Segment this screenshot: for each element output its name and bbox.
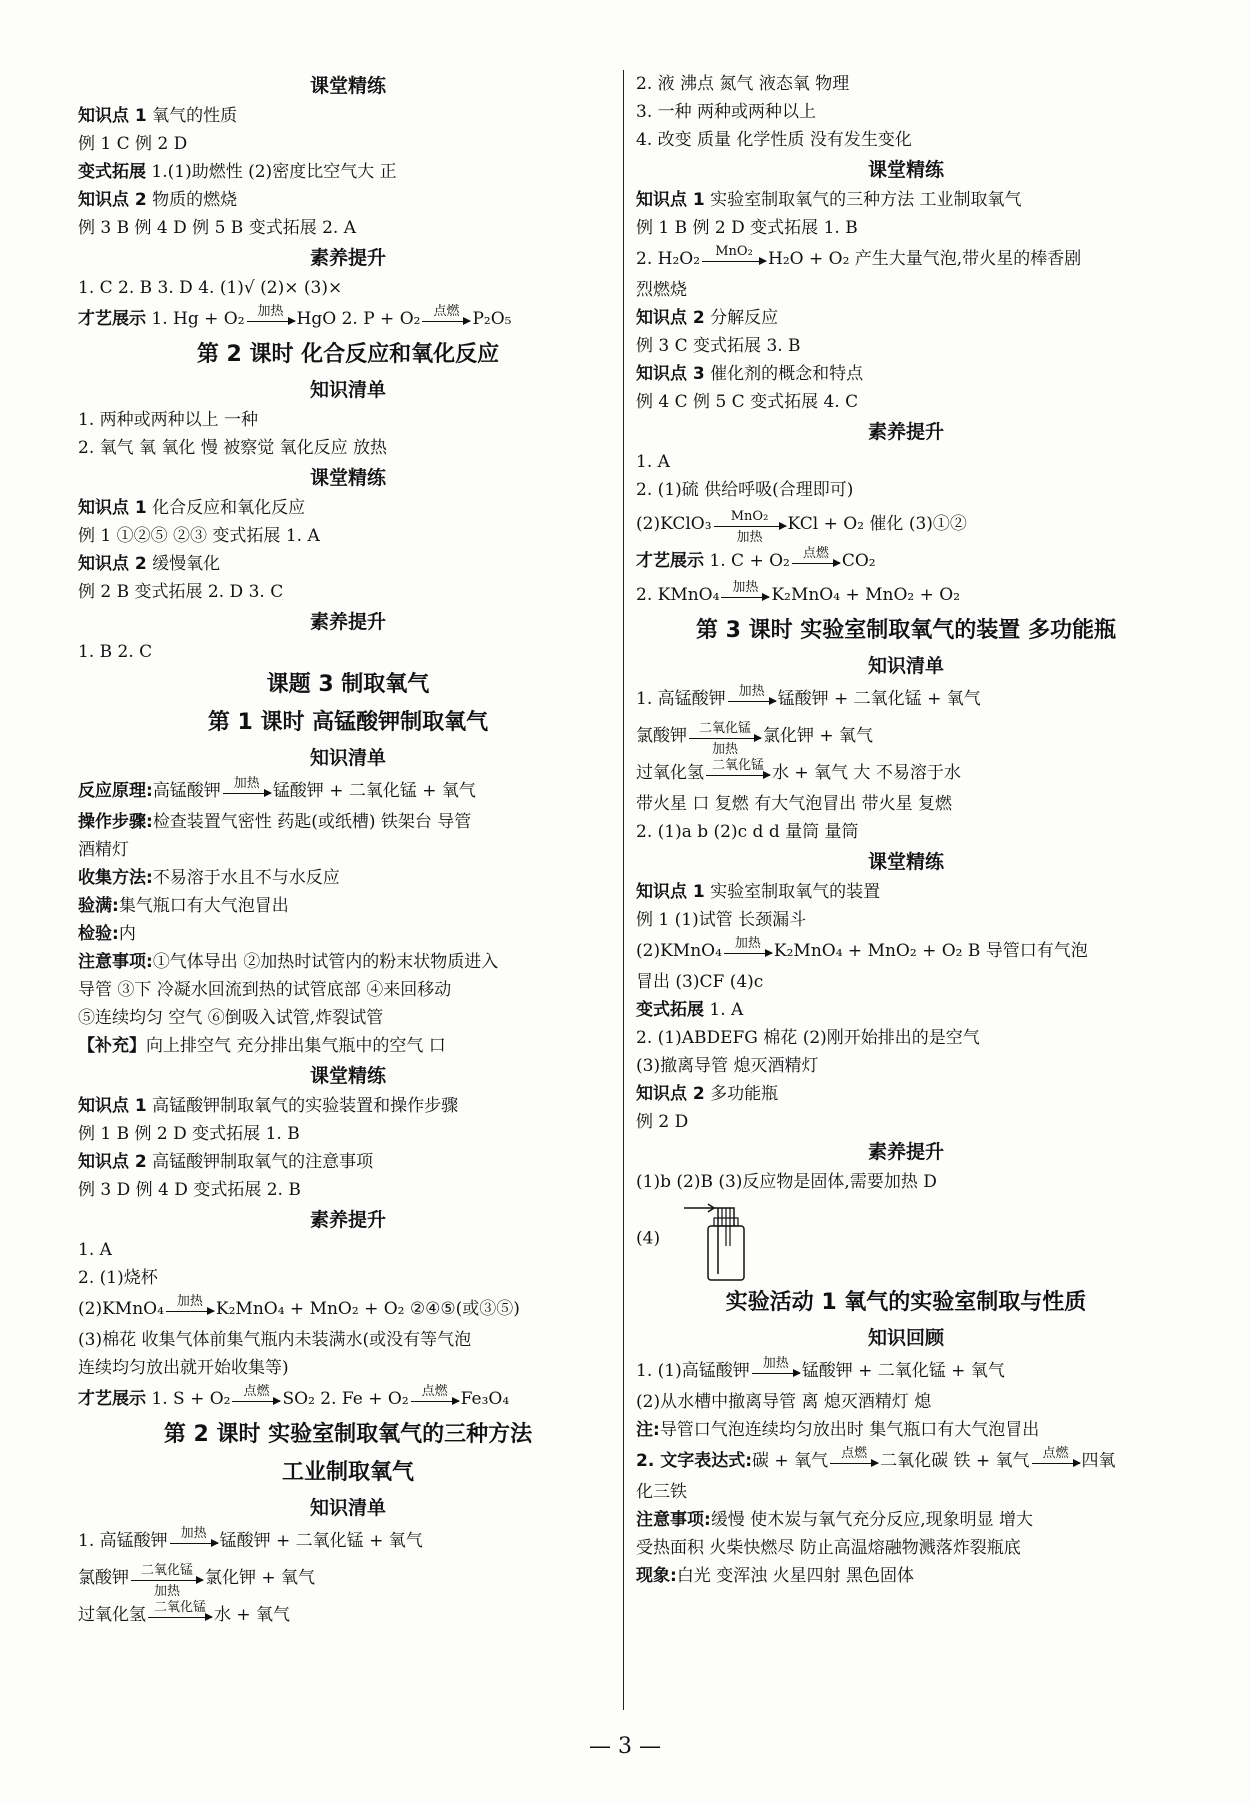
equation-line	[636, 934, 1176, 968]
lesson-title: 第 2 课时 实验室制取氧气的三种方法	[163, 1422, 533, 1447]
answer-line	[636, 818, 1176, 846]
answer-line	[636, 1506, 1176, 1534]
arrow-condition-top: 加热	[738, 684, 765, 699]
answer-line	[78, 1092, 618, 1120]
answer-text: 1. A	[78, 1240, 112, 1260]
answer-line	[636, 476, 1176, 504]
answer-text: 例 1 ①②⑤ ②③ 变式拓展 1. A	[78, 526, 320, 546]
answer-text: 氧气的性质	[146, 106, 238, 126]
answer-line	[636, 332, 1176, 360]
answer-line	[78, 1032, 618, 1060]
arrow-line	[714, 526, 786, 527]
answer-line	[636, 1052, 1176, 1080]
label-bold: 变式拓展	[78, 162, 146, 182]
label-bold: 操作步骤:	[78, 812, 153, 832]
products: HgO 2. P + O₂	[296, 309, 421, 329]
answer-text: 例 3 D 例 4 D 变式拓展 2. B	[78, 1180, 301, 1200]
answer-line	[78, 578, 618, 606]
answer-text: (1)b (2)B (3)反应物是固体,需要加热 D	[636, 1172, 937, 1192]
answer-line	[78, 892, 618, 920]
answer-line	[636, 388, 1176, 416]
arrow-line	[706, 775, 770, 776]
arrow-condition-top: 点燃	[802, 546, 829, 561]
reaction-arrow	[247, 304, 295, 332]
arrow-condition-top: 点燃	[421, 1384, 448, 1399]
reactants: 碳 + 氧气	[752, 1451, 829, 1471]
arrow-condition-top: MnO₂	[715, 244, 753, 259]
answer-text: 1.(1)助燃性 (2)密度比空气大 正	[146, 162, 397, 182]
lesson-title: 课题 3 制取氧气	[266, 672, 430, 697]
products: Fe₃O₄	[460, 1389, 510, 1409]
answer-text: (4)	[636, 1228, 661, 1249]
answer-text: ①气体导出 ②加热时试管内的粉末状物质进入	[152, 952, 499, 972]
reaction-arrow	[422, 304, 470, 332]
answer-text: 高锰酸钾制取氧气的实验装置和操作步骤	[146, 1096, 459, 1116]
answer-line	[636, 126, 1176, 154]
reaction-arrow	[702, 244, 766, 272]
answer-text: (3)棉花 收集气体前集气瓶内未装满水(或没有等气泡	[78, 1330, 472, 1350]
products: 锰酸钾 + 二氧化锰 + 氧气	[777, 689, 981, 709]
answer-line	[78, 1120, 618, 1148]
arrow-line	[166, 1311, 214, 1312]
answer-text: 冒出 (3)CF (4)c	[636, 972, 764, 992]
section-heading: 课堂精练	[867, 159, 944, 181]
arrow-condition-top: 加热	[734, 936, 761, 951]
answer-line	[636, 1108, 1176, 1136]
reaction-arrow	[714, 509, 786, 545]
answer-text: 2. (1)烧杯	[78, 1268, 158, 1288]
reaction-arrow	[706, 758, 770, 786]
products: KCl + O₂ 催化 (3)①②	[787, 514, 967, 534]
products: 四氧	[1081, 1451, 1116, 1471]
products: CO₂	[841, 551, 876, 571]
answer-text: 内	[118, 924, 136, 944]
products: 锰酸钾 + 二氧化锰 + 氧气	[272, 781, 476, 801]
products: 二氧化碳 铁 + 氧气	[880, 1451, 1030, 1471]
answer-text: 例 1 B 例 2 D 变式拓展 1. B	[636, 218, 858, 238]
arrow-line	[247, 321, 295, 322]
answer-line	[636, 448, 1176, 476]
section-heading: 素养提升	[309, 611, 386, 633]
equation-line	[636, 544, 1176, 578]
answer-text: 例 3 C 变式拓展 3. B	[636, 336, 801, 356]
arrow-line	[131, 1580, 203, 1581]
answer-text: 导管口气泡连续均匀放出时 集气瓶口有大气泡冒出	[659, 1420, 1040, 1440]
section-heading: 知识清单	[309, 379, 386, 401]
answer-line	[78, 434, 618, 462]
reactants: 过氧化氢	[636, 763, 704, 783]
answer-line	[636, 996, 1176, 1024]
arrow-condition-top: 点燃	[433, 304, 460, 319]
lesson-title: 第 3 课时 实验室制取氧气的装置 多功能瓶	[696, 618, 1116, 643]
answer-line	[636, 968, 1176, 996]
reactants: 1. S + O₂	[146, 1389, 231, 1409]
answer-text: 2. 氧气 氧 氧化 慢 被察觉 氧化反应 放热	[78, 438, 388, 458]
label-bold: 注意事项:	[636, 1510, 711, 1530]
section-heading: 知识清单	[309, 747, 386, 769]
answer-text: 2. (1)ABDEFG 棉花 (2)刚开始排出的是空气	[636, 1028, 980, 1048]
answer-text: 1. B 2. C	[78, 642, 153, 662]
arrow-condition-top: 加热	[233, 776, 260, 791]
reaction-arrow	[752, 1356, 800, 1384]
label-bold: 知识点 2	[78, 1152, 147, 1172]
products: 氯化钾 + 氧气	[763, 726, 874, 746]
reactants: 氯酸钾	[78, 1568, 129, 1588]
reaction-arrow	[724, 936, 772, 964]
answer-line	[78, 1236, 618, 1264]
right-column	[636, 70, 1176, 1590]
label-bold: 知识点 1	[636, 882, 705, 902]
products: 锰酸钾 + 二氧化锰 + 氧气	[801, 1361, 1005, 1381]
answer-line	[78, 808, 618, 836]
answer-text: 缓慢氧化	[146, 554, 221, 574]
arrow-line	[223, 793, 271, 794]
answer-line	[78, 274, 618, 302]
answer-line	[636, 906, 1176, 934]
answer-line	[78, 638, 618, 666]
left-column	[78, 70, 618, 1632]
equation-line	[78, 774, 618, 808]
answer-text: 1. 两种或两种以上 一种	[78, 410, 259, 430]
answer-text: 多功能瓶	[704, 1084, 779, 1104]
label-bold: 注:	[636, 1420, 660, 1440]
products: SO₂ 2. Fe + O₂	[282, 1389, 409, 1409]
arrow-line	[752, 1373, 800, 1374]
products: 水 + 氧气	[214, 1605, 291, 1625]
label-bold: 知识点 1	[636, 190, 705, 210]
section-heading: 素养提升	[867, 1141, 944, 1163]
answer-text: 连续均匀放出就开始收集等)	[78, 1358, 289, 1378]
answer-line	[78, 550, 618, 578]
equation-line	[636, 504, 1176, 544]
lesson-title: 工业制取氧气	[281, 1460, 414, 1485]
section-heading: 知识回顾	[867, 1327, 944, 1349]
label-bold: 知识点 1	[78, 1096, 147, 1116]
reaction-arrow	[728, 684, 776, 712]
arrow-condition-bottom: 加热	[711, 742, 738, 757]
reaction-arrow	[411, 1384, 459, 1412]
answer-line	[78, 920, 618, 948]
section-heading: 课堂精练	[867, 851, 944, 873]
label-bold: 注意事项:	[78, 952, 153, 972]
arrow-condition-bottom: 加热	[736, 530, 763, 545]
lesson-title: 实验活动 1 氧气的实验室制取与性质	[725, 1290, 1087, 1315]
equation-line	[78, 1382, 618, 1416]
answer-text: 白光 变浑浊 火星四射 黑色固体	[676, 1566, 915, 1586]
answer-text: ⑤连续均匀 空气 ⑥倒吸入试管,炸裂试管	[78, 1008, 384, 1028]
reaction-arrow	[830, 1446, 878, 1474]
answer-line	[78, 1326, 618, 1354]
section-heading: 课堂精练	[309, 467, 386, 489]
arrow-line	[728, 701, 776, 702]
products: 锰酸钾 + 二氧化锰 + 氧气	[219, 1531, 423, 1551]
answer-line	[636, 304, 1176, 332]
answer-text: 1. A	[704, 1000, 744, 1020]
answer-line	[636, 98, 1176, 126]
equation-line	[636, 716, 1176, 756]
answer-text: 带火星 口 复燃 有大气泡冒出 带火星 复燃	[636, 794, 953, 814]
arrow-condition-top: 二氧化锰	[698, 721, 751, 736]
arrow-condition-top: 加热	[732, 580, 759, 595]
label-bold: 知识点 2	[636, 1084, 705, 1104]
reaction-arrow	[792, 546, 840, 574]
reactants: 1. 高锰酸钾	[78, 1531, 168, 1551]
gas-bottle-diagram	[674, 1196, 754, 1282]
arrow-condition-top: MnO₂	[730, 509, 769, 524]
section-heading: 知识清单	[309, 1497, 386, 1519]
answer-text: 受热面积 火柴快燃尽 防止高温熔融物溅落炸裂瓶底	[636, 1538, 1021, 1558]
answer-line	[636, 276, 1176, 304]
arrow-condition-top: 加热	[180, 1526, 207, 1541]
products: K₂MnO₄ + MnO₂ + O₂ ②④⑤(或③⑤)	[215, 1299, 520, 1319]
answer-line	[78, 1264, 618, 1292]
label-bold: 知识点 3	[636, 364, 705, 384]
answer-line	[78, 494, 618, 522]
answer-line	[78, 522, 618, 550]
arrow-condition-top: 加热	[762, 1356, 789, 1371]
reaction-arrow	[166, 1294, 214, 1322]
label-bold: 【补充】	[78, 1036, 146, 1056]
answer-line	[636, 1534, 1176, 1562]
reaction-arrow	[689, 721, 761, 757]
products: K₂MnO₄ + MnO₂ + O₂ B 导管口有气泡	[773, 941, 1088, 961]
answer-text: 向上排空气 充分排出集气瓶中的空气 口	[146, 1036, 446, 1056]
reactants: 1. C + O₂	[704, 551, 790, 571]
arrow-condition-bottom: 加热	[153, 1584, 180, 1599]
label-bold: 检验:	[78, 924, 119, 944]
answer-line	[636, 1168, 1176, 1196]
lesson-title: 第 2 课时 化合反应和氧化反应	[196, 342, 500, 367]
reactants: 1. Hg + O₂	[146, 309, 245, 329]
answer-line	[636, 214, 1176, 242]
reactants: 高锰酸钾	[152, 781, 221, 801]
arrow-line	[689, 738, 761, 739]
answer-line	[78, 976, 618, 1004]
arrow-line	[1032, 1463, 1080, 1464]
products: 水 + 氧气 大 不易溶于水	[772, 763, 961, 783]
reactants: 氯酸钾	[636, 726, 687, 746]
answer-text: 酒精灯	[78, 840, 129, 860]
column-divider	[623, 70, 624, 1710]
reaction-arrow	[131, 1563, 203, 1599]
reactants: 2. KMnO₄	[636, 585, 720, 605]
equation-line	[636, 1444, 1176, 1478]
lesson-title: 第 1 课时 高锰酸钾制取氧气	[207, 710, 489, 735]
equation-line	[636, 242, 1176, 276]
page-number: — 3 —	[589, 1734, 661, 1759]
answer-text: 实验室制取氧气的装置	[704, 882, 881, 902]
answer-line	[78, 214, 618, 242]
answer-text: 化合反应和氧化反应	[146, 498, 306, 518]
answer-line	[78, 836, 618, 864]
equation-line	[78, 1598, 618, 1632]
answer-text: 3. 一种 两种或两种以上	[636, 102, 817, 122]
answer-line	[636, 1388, 1176, 1416]
answer-line	[78, 948, 618, 976]
arrow-line	[411, 1401, 459, 1402]
answer-text: 集气瓶口有大气泡冒出	[118, 896, 289, 916]
arrow-line	[830, 1463, 878, 1464]
reaction-arrow	[1032, 1446, 1080, 1474]
bottle-diagram-line	[636, 1196, 1176, 1284]
answer-text: 烈燃烧	[636, 280, 687, 300]
answer-line	[636, 1478, 1176, 1506]
answer-line	[636, 1562, 1176, 1590]
label-bold: 知识点 2	[636, 308, 705, 328]
arrow-condition-top: 加热	[176, 1294, 203, 1309]
answer-text: 例 4 C 例 5 C 变式拓展 4. C	[636, 392, 859, 412]
arrow-condition-top: 加热	[257, 304, 284, 319]
answer-text: 例 1 (1)试管 长颈漏斗	[636, 910, 807, 930]
arrow-line	[724, 953, 772, 954]
equation-line	[78, 1558, 618, 1598]
answer-text: 缓慢 使木炭与氧气充分反应,现象明显 增大	[710, 1510, 1034, 1530]
label-bold: 才艺展示	[78, 1389, 146, 1409]
reactants: (2)KMnO₄	[78, 1299, 164, 1319]
label-bold: 知识点 2	[78, 190, 147, 210]
arrow-condition-top: 二氧化锰	[153, 1600, 206, 1615]
equation-line	[636, 578, 1176, 612]
reactants: 1. (1)高锰酸钾	[636, 1361, 750, 1381]
section-heading: 素养提升	[867, 421, 944, 443]
answer-line	[78, 406, 618, 434]
products: K₂MnO₄ + MnO₂ + O₂	[771, 585, 961, 605]
answer-text: 2. 液 沸点 氮气 液态氧 物理	[636, 74, 850, 94]
reaction-arrow	[223, 776, 271, 804]
products: 氯化钾 + 氧气	[205, 1568, 316, 1588]
arrow-line	[702, 261, 766, 262]
equation-line	[78, 302, 618, 336]
answer-line	[78, 1148, 618, 1176]
answer-text: 不易溶于水且不与水反应	[152, 868, 340, 888]
reactants: 1. 高锰酸钾	[636, 689, 726, 709]
equation-line	[78, 1524, 618, 1558]
arrow-line	[721, 597, 769, 598]
arrow-line	[170, 1543, 218, 1544]
reaction-arrow	[721, 580, 769, 608]
equation-line	[636, 682, 1176, 716]
section-heading: 课堂精练	[309, 75, 386, 97]
answer-text: 例 1 B 例 2 D 变式拓展 1. B	[78, 1124, 300, 1144]
equation-line	[78, 1292, 618, 1326]
section-heading: 课堂精练	[309, 1065, 386, 1087]
answer-line	[636, 878, 1176, 906]
arrow-condition-top: 点燃	[1042, 1446, 1069, 1461]
products: P₂O₅	[472, 309, 512, 329]
label-bold: 现象:	[636, 1566, 677, 1586]
label-bold: 2. 文字表达式:	[636, 1451, 753, 1471]
answer-line	[636, 1024, 1176, 1052]
answer-line	[78, 130, 618, 158]
answer-text: 4. 改变 质量 化学性质 没有发生变化	[636, 130, 912, 150]
answer-text: 1. C 2. B 3. D 4. (1)√ (2)× (3)×	[78, 278, 343, 298]
answer-text: 化三铁	[636, 1482, 687, 1502]
section-heading: 素养提升	[309, 247, 386, 269]
answer-text: 例 2 D	[636, 1112, 689, 1132]
answer-text: 例 1 C 例 2 D	[78, 134, 188, 154]
reaction-arrow	[232, 1384, 280, 1412]
label-bold: 才艺展示	[78, 309, 146, 329]
label-bold: 才艺展示	[636, 551, 704, 571]
reactants: (2)KMnO₄	[636, 941, 722, 961]
arrow-condition-top: 点燃	[243, 1384, 270, 1399]
answer-text: 例 3 B 例 4 D 例 5 B 变式拓展 2. A	[78, 218, 357, 238]
section-heading: 素养提升	[309, 1209, 386, 1231]
label-bold: 变式拓展	[636, 1000, 704, 1020]
answer-text: 高锰酸钾制取氧气的注意事项	[146, 1152, 374, 1172]
answer-text: 催化剂的概念和特点	[704, 364, 864, 384]
answer-text: 实验室制取氧气的三种方法 工业制取氧气	[704, 190, 1022, 210]
answer-line	[636, 360, 1176, 388]
products: H₂O + O₂ 产生大量气泡,带火星的棒香剧	[768, 249, 1082, 269]
answer-line	[78, 864, 618, 892]
answer-text: 导管 ③下 冷凝水回流到热的试管底部 ④来回移动	[78, 980, 452, 1000]
arrow-line	[792, 563, 840, 564]
answer-line	[636, 186, 1176, 214]
reactants: 过氧化氢	[78, 1605, 146, 1625]
label-bold: 反应原理:	[78, 781, 153, 801]
reaction-arrow	[170, 1526, 218, 1554]
answer-text: 物质的燃烧	[146, 190, 238, 210]
section-heading: 知识清单	[867, 655, 944, 677]
answer-text: 2. (1)硫 供给呼吸(合理即可)	[636, 480, 854, 500]
answer-text: (2)从水槽中撤离导管 离 熄灭酒精灯 熄	[636, 1392, 932, 1412]
answer-line	[78, 1004, 618, 1032]
label-bold: 知识点 2	[78, 554, 147, 574]
answer-line	[78, 1176, 618, 1204]
answer-text: 检查装置气密性 药匙(或纸槽) 铁架台 导管	[152, 812, 472, 832]
answer-line	[78, 1354, 618, 1382]
answer-line	[78, 102, 618, 130]
answer-line	[78, 158, 618, 186]
label-bold: 验满:	[78, 896, 119, 916]
arrow-line	[422, 321, 470, 322]
answer-text: 分解反应	[704, 308, 779, 328]
arrow-line	[148, 1617, 212, 1618]
answer-line	[636, 1416, 1176, 1444]
reactants: (2)KClO₃	[636, 514, 712, 534]
arrow-condition-top: 二氧化锰	[140, 1563, 193, 1578]
reaction-arrow	[148, 1600, 212, 1628]
answer-text: (3)撤离导管 熄灭酒精灯	[636, 1056, 819, 1076]
answer-text: 例 2 B 变式拓展 2. D 3. C	[78, 582, 284, 602]
answer-line	[636, 790, 1176, 818]
answer-line	[636, 1080, 1176, 1108]
equation-line	[636, 756, 1176, 790]
arrow-condition-top: 点燃	[841, 1446, 868, 1461]
answer-text: 1. A	[636, 452, 670, 472]
label-bold: 知识点 1	[78, 106, 147, 126]
label-bold: 知识点 1	[78, 498, 147, 518]
arrow-line	[232, 1401, 280, 1402]
label-bold: 收集方法:	[78, 868, 153, 888]
answer-line	[636, 70, 1176, 98]
arrow-condition-top: 二氧化锰	[711, 758, 764, 773]
reactants: 2. H₂O₂	[636, 249, 701, 269]
answer-line	[78, 186, 618, 214]
answer-text: 2. (1)a b (2)c d d 量筒 量筒	[636, 822, 859, 842]
equation-line	[636, 1354, 1176, 1388]
